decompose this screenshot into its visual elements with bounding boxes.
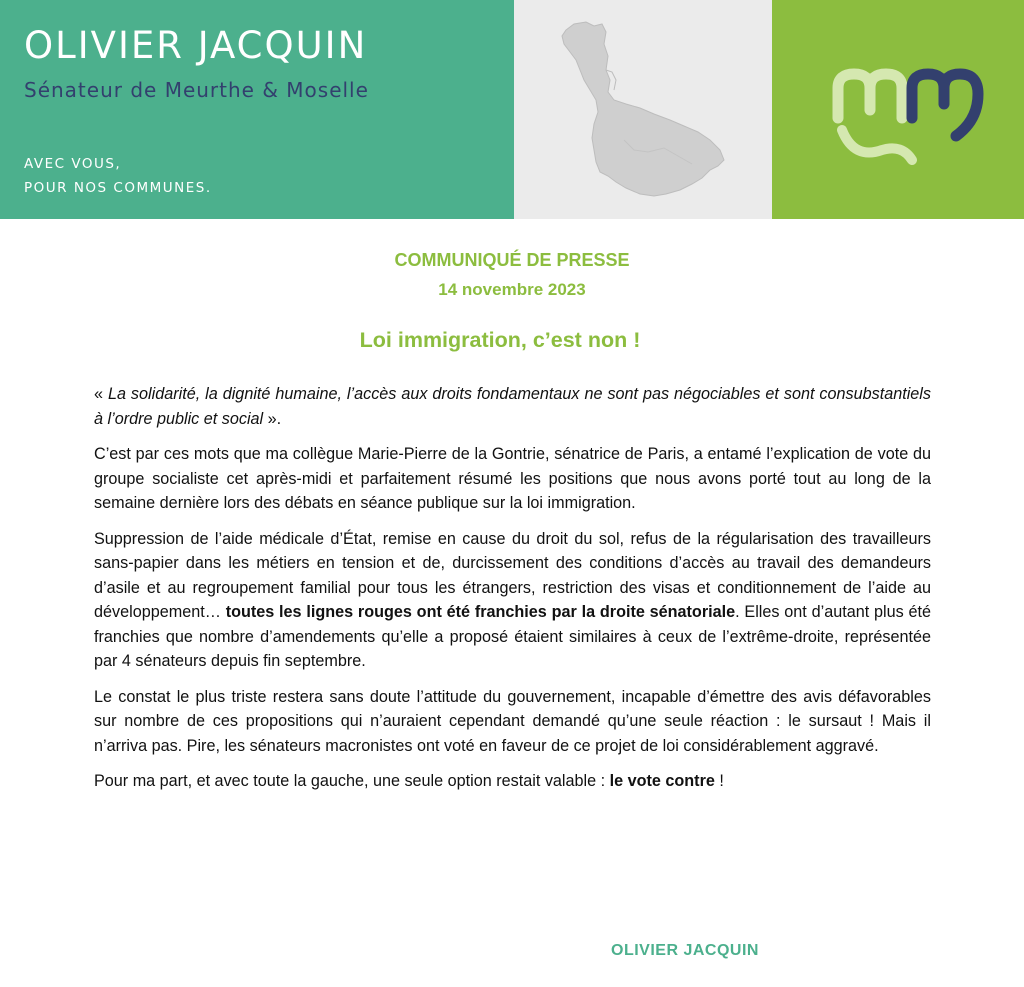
paragraph-3-part-2: . Elles ont d’autant plus été franchies que nombre d’amendements qu’elle a proposé étaient similaires à ceux de l’extrême-droite, représentée par 4 sénateurs depuis fin septembre.	[94, 603, 931, 670]
slogan	[24, 152, 212, 200]
senator-subtitle: Sénateur de Meurthe & Moselle	[24, 78, 369, 102]
paragraph-3	[94, 527, 931, 674]
quote-text: La solidarité, la dignité humaine, l’accès aux droits fondamentaux ne sont pas négociables et sont consubstantiels à l’ordre public et social	[94, 385, 931, 428]
letterhead-banner	[0, 0, 1024, 219]
paragraph-5	[94, 769, 931, 794]
quote-close: ».	[263, 409, 282, 428]
paragraph-3-part-1: Suppression de l’aide médicale d’État, remise en cause du droit du sol, refus de la régularisation des travailleurs sans-papier dans les métiers en tension et de, durcissement des conditions d’accès au travail des demandeurs d’asile et au regroupement familial pour tous les étrangers, restriction des visas et conditionnement de l’aide au développement…	[94, 529, 931, 621]
quote-open: «	[94, 385, 108, 403]
document-body	[94, 382, 931, 805]
paragraph-5-emphasis: le vote contre	[609, 772, 715, 790]
letterhead-logo-panel	[772, 0, 1024, 219]
paragraph-5-part-1: Pour ma part, et avec toute la gauche, une seule option restait valable :	[94, 772, 610, 790]
mm-monogram-logo-icon	[772, 0, 1024, 219]
document-title: Loi immigration, c’est non !	[359, 328, 641, 352]
paragraph-2: C’est par ces mots que ma collègue Marie-Pierre de la Gontrie, sénatrice de Paris, a entamé l’explication de vote du groupe socialiste cet après-midi et parfaitement résumé les positions que nous avons porté tout au long de la semaine dernière lors des débats en séance publique sur la loi immigration.	[94, 445, 931, 512]
paragraph-5-part-2: !	[714, 772, 724, 790]
paragraph-quote	[94, 382, 931, 431]
signature: OLIVIER JACQUIN	[611, 942, 759, 959]
letterhead-identity-panel	[0, 0, 514, 219]
senator-name: OLIVIER JACQUIN	[24, 24, 368, 67]
department-map-icon	[514, 0, 772, 219]
paragraph-4: Le constat le plus triste restera sans doute l’attitude du gouvernement, incapable d’émettre des avis défavorables sur nombre de ces propositions qui n’auraient cependant demandé qu’une seule réaction : le sursaut ! Mais il n’arriva pas. Pire, les sénateurs macronistes ont voté en faveur de ce projet de loi considérablement aggravé.	[94, 687, 931, 755]
slogan-line-1: AVEC VOUS,	[24, 156, 122, 172]
document-date: 14 novembre 2023	[438, 280, 586, 299]
letterhead-map-panel	[514, 0, 772, 219]
slogan-line-2: POUR NOS COMMUNES.	[24, 180, 212, 196]
document-type: COMMUNIQUÉ DE PRESSE	[394, 250, 630, 270]
paragraph-3-emphasis: toutes les lignes rouges ont été franchies par la droite sénatoriale	[225, 603, 736, 621]
